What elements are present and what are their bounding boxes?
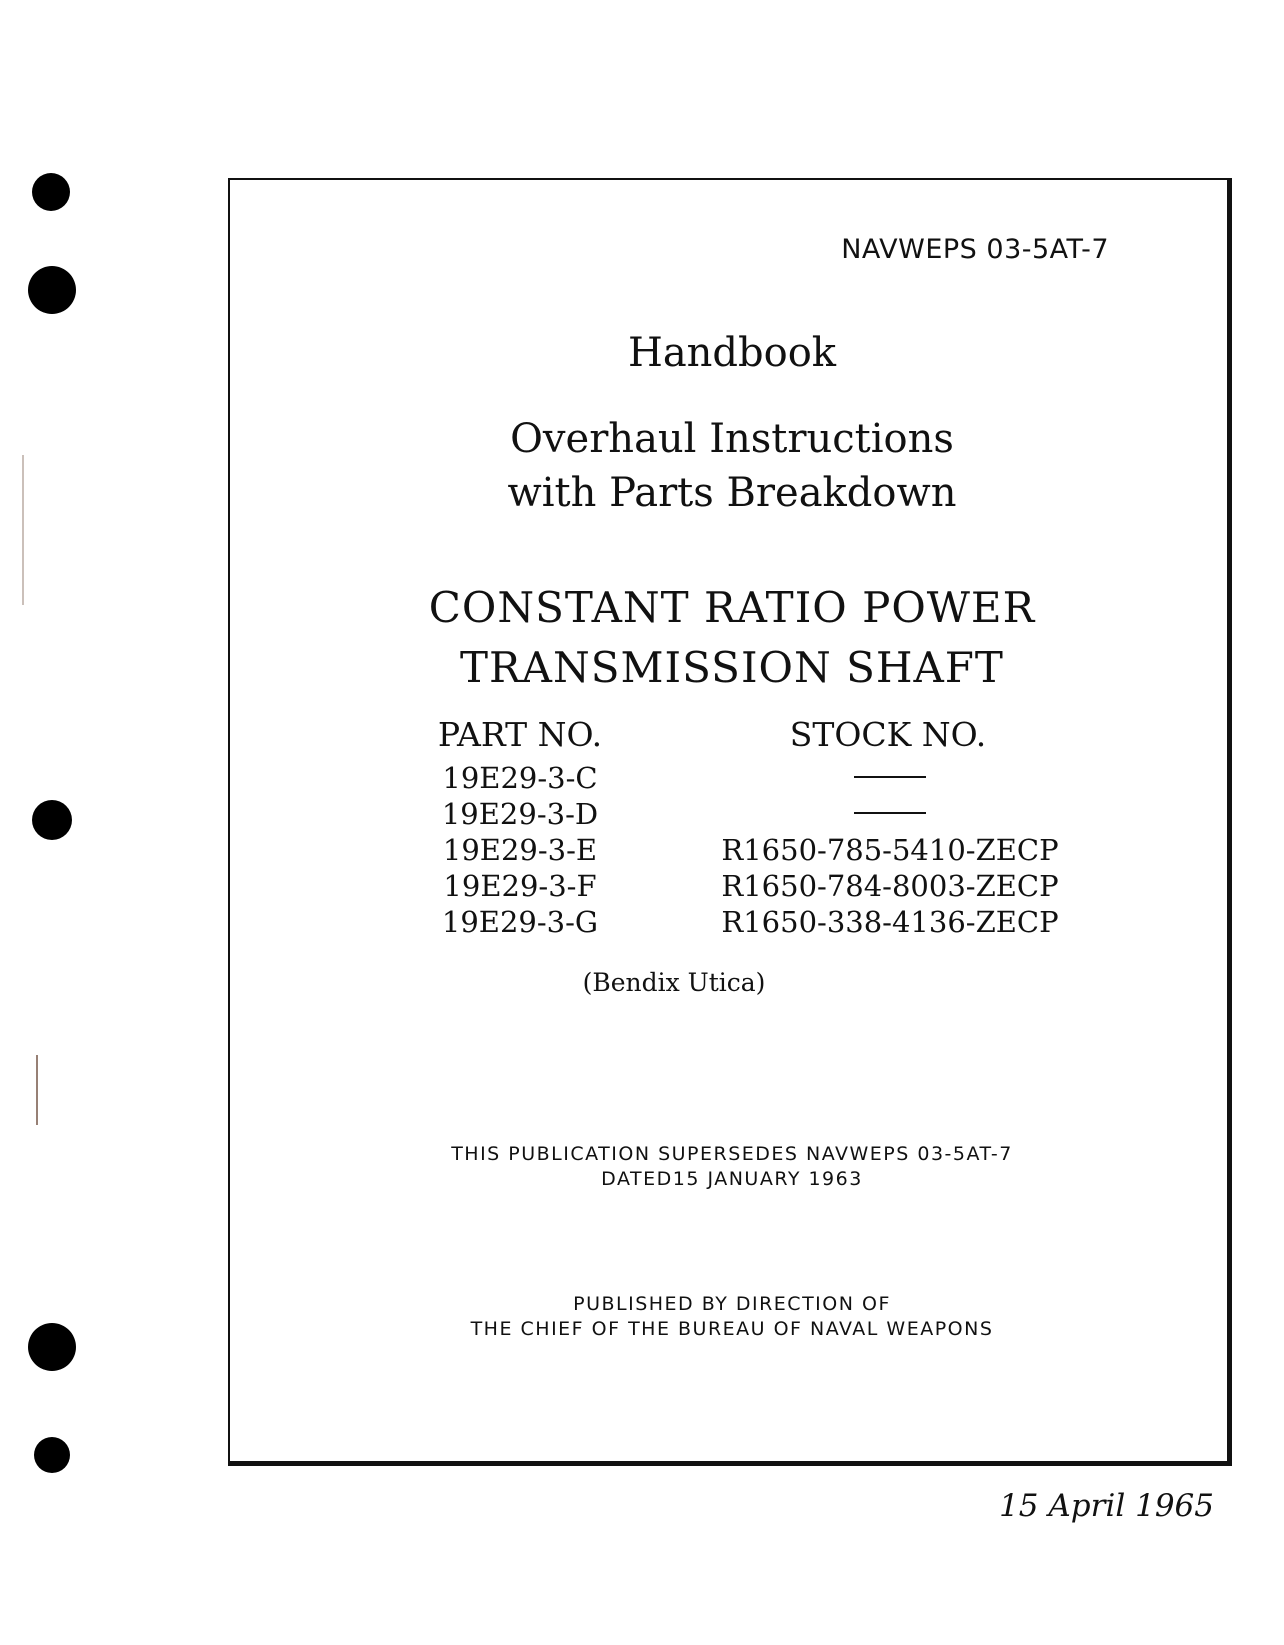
dash-line [854, 812, 926, 814]
part-number: 19E29-3-F [443, 869, 597, 903]
notice-line: DATED15 JANUARY 1963 [601, 1168, 863, 1190]
punch-hole [34, 1437, 70, 1473]
notice-line: THIS PUBLICATION SUPERSEDES NAVWEPS 03-5AT-7 [451, 1143, 1013, 1165]
publisher-statement [230, 1292, 1234, 1342]
document-number: NAVWEPS 03-5AT-7 [841, 234, 1109, 265]
paper-edge-mark [36, 1055, 38, 1125]
stock-number-column [720, 760, 1060, 940]
document-subtitle [230, 412, 1234, 520]
part-number-column [420, 760, 620, 940]
punch-hole [28, 1323, 76, 1371]
product-title-line: CONSTANT RATIO POWER [428, 583, 1036, 632]
stock-number: R1650-785-5410-ZECP [721, 833, 1059, 867]
supersedes-notice [230, 1142, 1234, 1192]
subtitle-line: Overhaul Instructions [510, 416, 954, 462]
manufacturer: (Bendix Utica) [582, 968, 766, 997]
punch-hole [32, 800, 72, 840]
part-number: 19E29-3-D [441, 797, 599, 831]
stock-number-empty [720, 760, 1060, 796]
punch-hole [28, 266, 76, 314]
product-title-line: TRANSMISSION SHAFT [460, 643, 1004, 692]
part-number: 19E29-3-G [441, 905, 599, 939]
stock-number-header: STOCK NO. [789, 715, 987, 754]
product-title [230, 578, 1234, 698]
stock-number: R1650-784-8003-ZECP [721, 869, 1059, 903]
dash-line [854, 776, 926, 778]
part-number: 19E29-3-E [442, 833, 598, 867]
part-number: 19E29-3-C [442, 761, 598, 795]
issue-date: 15 April 1965 [999, 1488, 1214, 1524]
publisher-line: THE CHIEF OF THE BUREAU OF NAVAL WEAPONS [470, 1318, 994, 1340]
stock-number: R1650-338-4136-ZECP [721, 905, 1059, 939]
stock-number-empty [720, 796, 1060, 832]
handbook-label: Handbook [627, 330, 837, 376]
document-frame [228, 178, 1232, 1466]
part-number-header: PART NO. [437, 715, 603, 754]
publisher-line: PUBLISHED BY DIRECTION OF [573, 1293, 891, 1315]
subtitle-line: with Parts Breakdown [507, 470, 957, 516]
paper-edge-mark [22, 455, 24, 605]
punch-hole [32, 173, 70, 211]
